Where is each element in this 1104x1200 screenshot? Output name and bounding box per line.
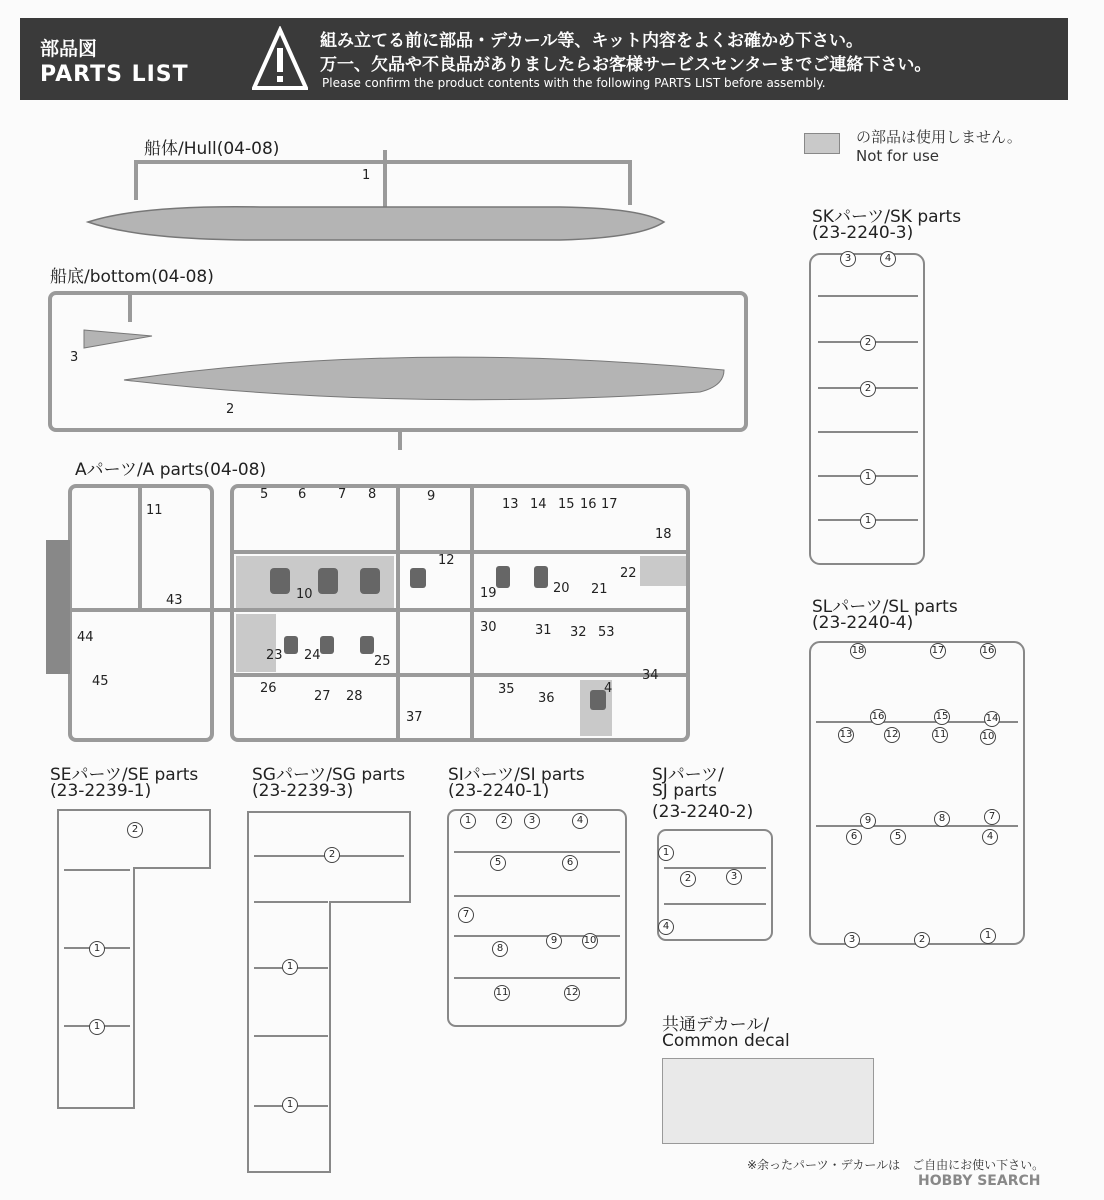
part-circle: 11 [932,727,948,743]
a-parts-label: Aパーツ/A parts(04-08) [75,460,267,480]
legend-text-en: Not for use [856,147,939,165]
part-circle: 1 [860,469,876,485]
part-circle: 4 [982,829,998,845]
part-circle: 3 [524,813,540,829]
part-number: 31 [535,623,552,638]
si-parts-code: (23-2240-1) [448,781,550,801]
part-number: 15 [558,497,575,512]
part-circle: 10 [980,729,996,745]
part-circle: 2 [914,932,930,948]
part-number: 11 [146,503,163,518]
part-number: 2 [226,402,235,417]
part-circle: 2 [324,847,340,863]
part-number: 16 [580,497,597,512]
part-number: 6 [298,487,307,502]
part-circle: 7 [984,809,1000,825]
hull-label: 船体/Hull(04-08) [144,139,280,159]
se-sprue [58,810,210,1108]
bottom-part-3 [84,330,152,348]
watermark: HOBBY SEARCH [918,1173,1041,1189]
part-number: 37 [406,710,423,725]
part-number: 5 [260,487,269,502]
part-circle: 3 [844,932,860,948]
si-sprue [448,810,626,1026]
part-circle: 4 [658,919,674,935]
instruction-line-2: 万一、欠品や不良品がありましたらお客様サービスセンターまでご連絡下さい。 [320,55,932,75]
sl-parts-code: (23-2240-4) [812,613,914,633]
sj-parts-label-en: SJ parts [652,781,717,801]
part-circle: 13 [838,727,854,743]
instruction-line-1: 組み立てる前に部品・デカール等、キット内容をよくお確かめ下さい。 [320,31,863,51]
a-parts-side-panel [46,540,70,674]
part-circle: 3 [726,869,742,885]
part-circle: 1 [282,959,298,975]
part-number: 26 [260,681,277,696]
part-number: 34 [642,668,659,683]
part-circle: 7 [458,907,474,923]
part-number: 7 [338,487,347,502]
part-number: 45 [92,674,109,689]
parts-list-title-jp: 部品図 [40,38,98,60]
part-number: 35 [498,682,515,697]
part-circle: 1 [860,513,876,529]
hull-sprue [136,150,630,208]
part-circle: 5 [490,855,506,871]
part-number: 22 [620,566,637,581]
footer-note: ※余ったパーツ・デカールは ご自由にお使い下さい。 [747,1158,1045,1172]
part-circle: 12 [884,727,900,743]
part-circle: 12 [564,985,580,1001]
bottom-part-2 [124,357,724,400]
part-number: 21 [591,582,608,597]
part-number: 44 [77,630,94,645]
part-circle: 6 [846,829,862,845]
instruction-line-3: Please confirm the product contents with the following PARTS LIST before assembly. [322,76,826,90]
part-number: 32 [570,625,587,640]
part-number: 53 [598,625,615,640]
se-parts-code: (23-2239-1) [50,781,152,801]
part-number: 36 [538,691,555,706]
sl-sprue [810,642,1024,944]
bottom-label: 船底/bottom(04-08) [50,267,214,287]
part-number: 27 [314,689,331,704]
part-circle: 16 [870,709,886,725]
part-circle: 2 [860,381,876,397]
sk-parts-label: SKパーツ/SK parts [812,207,962,227]
part-number: 43 [166,593,183,608]
part-circle: 3 [840,251,856,267]
part-number: 12 [438,553,455,568]
part-circle: 18 [850,643,866,659]
legend-text-jp: の部品は使用しません。 [856,128,1022,146]
sj-parts-code: (23-2240-2) [652,802,754,822]
sj-parts-label: SJパーツ/ [652,765,724,785]
sg-sprue [248,812,410,1172]
sl-parts-label: SLパーツ/SL parts [812,597,958,617]
part-circle: 4 [880,251,896,267]
part-circle: 14 [984,711,1000,727]
part-number: 13 [502,497,519,512]
parts-list-title-en: PARTS LIST [40,62,189,87]
sj-sprue [658,830,772,940]
part-circle: 6 [562,855,578,871]
part-circle: 2 [127,822,143,838]
part-number: 9 [427,489,436,504]
decal-label-en: Common decal [662,1031,790,1051]
part-number: 14 [530,497,547,512]
part-number: 28 [346,689,363,704]
part-number: 18 [655,527,672,542]
part-circle: 15 [934,709,950,725]
part-circle: 9 [546,933,562,949]
part-circle: 8 [934,811,950,827]
part-number: 3 [70,350,79,365]
part-number: 10 [296,587,313,602]
part-number: 20 [553,581,570,596]
part-circle: 17 [930,643,946,659]
unused-area-23 [236,614,276,672]
part-number: 1 [362,168,371,183]
part-circle: 2 [496,813,512,829]
hull-part [88,207,664,240]
common-decal-sheet [662,1058,874,1144]
part-circle: 1 [89,1019,105,1035]
part-number: 19 [480,586,497,601]
part-number: 4 [604,681,613,696]
part-circle: 5 [890,829,906,845]
part-circle: 9 [860,813,876,829]
part-number: 23 [266,648,283,663]
part-number: 17 [601,497,618,512]
part-number: 24 [304,648,321,663]
part-circle: 2 [860,335,876,351]
part-circle: 10 [582,933,598,949]
si-parts-label: SIパーツ/SI parts [448,765,585,785]
part-circle: 1 [282,1097,298,1113]
part-circle: 1 [980,928,996,944]
unused-area-22 [640,556,686,586]
part-number: 8 [368,487,377,502]
part-circle: 2 [680,871,696,887]
part-number: 25 [374,654,391,669]
part-circle: 1 [460,813,476,829]
part-circle: 8 [492,941,508,957]
sk-parts-code: (23-2240-3) [812,223,914,243]
part-circle: 4 [572,813,588,829]
decal-label: 共通デカール/ [662,1015,770,1035]
part-circle: 1 [89,941,105,957]
part-number: 30 [480,620,497,635]
se-parts-label: SEパーツ/SE parts [50,765,199,785]
sg-parts-label: SGパーツ/SG parts [252,765,406,785]
part-circle: 16 [980,643,996,659]
part-circle: 1 [658,845,674,861]
sg-parts-code: (23-2239-3) [252,781,354,801]
part-circle: 11 [494,985,510,1001]
